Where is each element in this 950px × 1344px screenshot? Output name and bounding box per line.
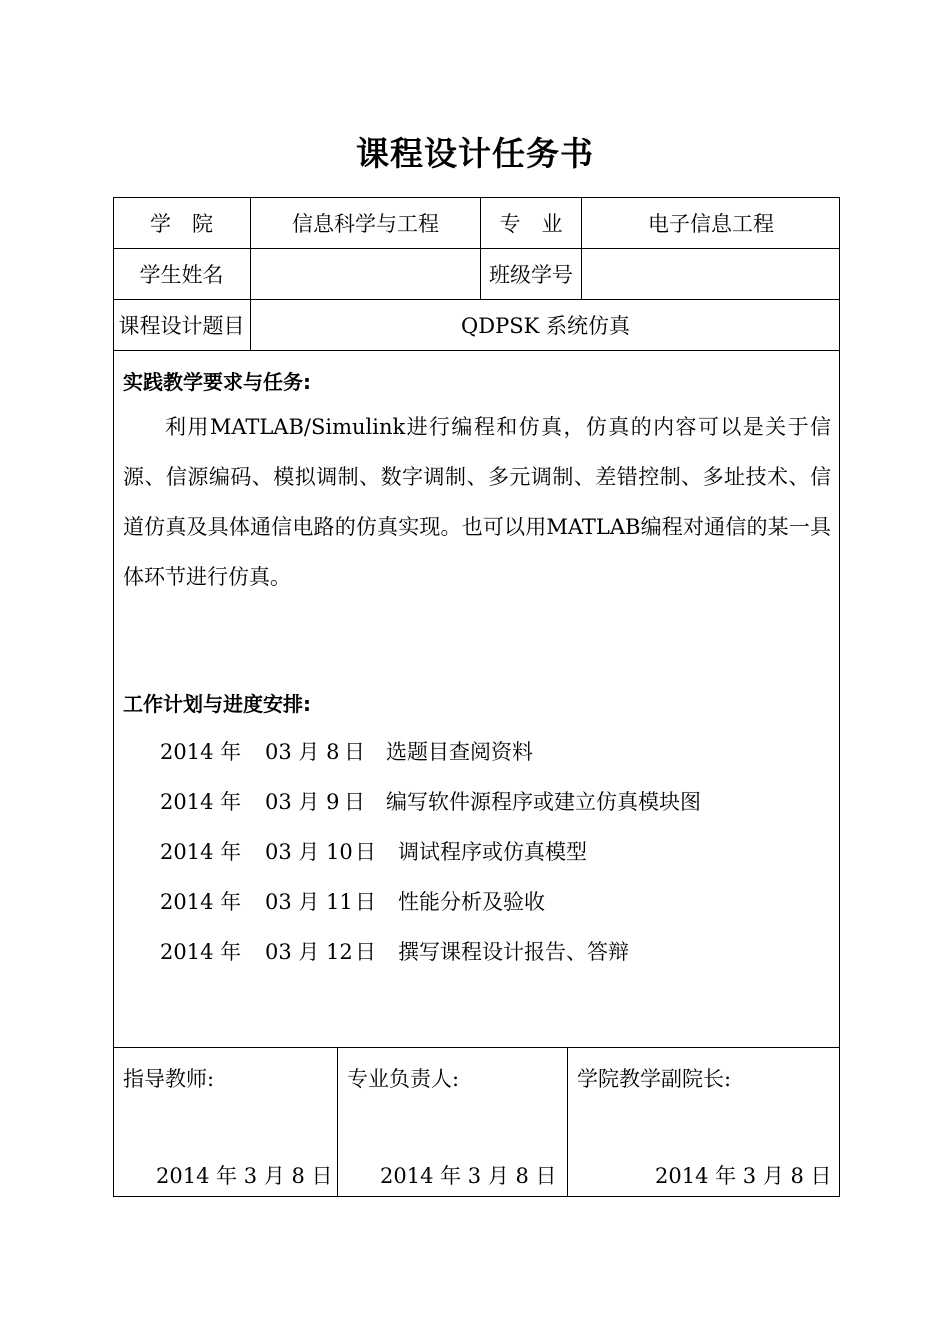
dean-date: 2014 年 3 月 8 日 <box>655 1164 832 1188</box>
dean-label: 学院教学副院长: <box>577 1067 732 1091</box>
schedule-month: 03 月 8 <box>265 740 340 764</box>
schedule-day: 日 <box>344 740 365 764</box>
schedule-year: 2014 年 <box>160 940 242 964</box>
college-value: 信息科学与工程 <box>292 211 439 236</box>
row-divider <box>113 1047 840 1048</box>
student-name-label: 学生姓名 <box>139 262 224 287</box>
class-id-label: 班级学号 <box>489 262 573 287</box>
requirements-text: 利用MATLAB/Simulink进行编程和仿真，仿真的内容可以是关于信源、信源编码、模拟调制、数字调制、多元调制、差错控制、多址技术、信道仿真及具体通信电路的仿真实现。也可以用MATLAB编程对通信的某一具体环节进行仿真。 <box>123 415 831 589</box>
schedule-month: 03 月 11 <box>265 890 353 914</box>
schedule-day: 日 <box>355 940 376 964</box>
schedule-month: 03 月 9 <box>265 790 340 814</box>
schedule-year: 2014 年 <box>160 740 242 764</box>
major-value: 电子信息工程 <box>648 211 774 236</box>
schedule-task: 性能分析及验收 <box>398 890 545 914</box>
advisor-label: 指导教师: <box>123 1067 215 1091</box>
column-divider <box>337 1047 338 1197</box>
major-head-date: 2014 年 3 月 8 日 <box>380 1164 557 1188</box>
schedule-task: 调试程序或仿真模型 <box>398 840 587 864</box>
class-id-value <box>582 248 840 299</box>
column-divider <box>567 1047 568 1197</box>
advisor-date: 2014 年 3 月 8 日 <box>156 1164 333 1188</box>
college-label: 学 院 <box>150 211 213 236</box>
schedule-day: 日 <box>355 890 376 914</box>
student-name-value <box>251 248 480 299</box>
schedule-year: 2014 年 <box>160 840 242 864</box>
major-head-label: 专业负责人: <box>347 1067 460 1091</box>
schedule-task: 选题目查阅资料 <box>386 740 533 764</box>
schedule-month: 03 月 10 <box>265 840 353 864</box>
schedule-day: 日 <box>344 790 365 814</box>
schedule-task: 编写软件源程序或建立仿真模块图 <box>386 790 701 814</box>
page-title: 课程设计任务书 <box>356 134 594 173</box>
plan-heading: 工作计划与进度安排: <box>123 692 311 716</box>
row-divider <box>113 350 840 351</box>
schedule-task: 撰写课程设计报告、答辩 <box>398 940 629 964</box>
schedule-day: 日 <box>355 840 376 864</box>
major-label: 专 业 <box>499 211 563 236</box>
schedule-year: 2014 年 <box>160 890 242 914</box>
schedule-month: 03 月 12 <box>265 940 353 964</box>
topic-label: 课程设计题目 <box>118 313 245 338</box>
schedule-year: 2014 年 <box>160 790 242 814</box>
topic-value: QDPSK 系统仿真 <box>461 313 630 338</box>
requirements-heading: 实践教学要求与任务: <box>123 370 311 394</box>
